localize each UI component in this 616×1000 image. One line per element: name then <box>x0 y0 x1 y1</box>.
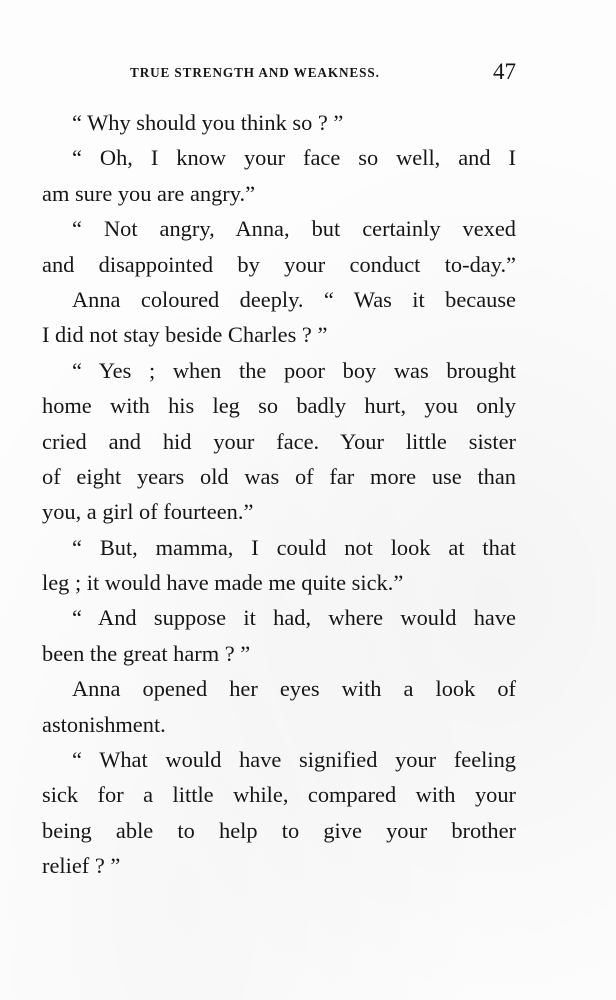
text-line: “ And suppose it had, where would have <box>72 605 516 631</box>
text-line: astonishment. <box>42 711 166 737</box>
text-line: and disappointed by your conduct to-day.” <box>42 251 516 277</box>
text-line: sick for a little while, compared with your <box>42 782 516 808</box>
text-line: “ Not angry, Anna, but certainly vexed <box>72 216 516 242</box>
text-line: “ Why should you think so ? ” <box>72 110 344 135</box>
text-line: being able to help to give your brother <box>42 817 516 843</box>
text-line: home with his leg so badly hurt, you only <box>42 393 516 419</box>
text-line: been the great harm ? ” <box>42 640 251 666</box>
page-number: 47 <box>493 59 516 84</box>
text-line: “ Oh, I know your face so well, and I <box>72 145 516 171</box>
running-title: TRUE STRENGTH AND WEAKNESS. <box>130 65 380 80</box>
body-text <box>42 105 516 884</box>
text-line: am sure you are angry.” <box>42 180 256 206</box>
text-line: I did not stay beside Charles ? ” <box>42 322 328 348</box>
text-line: cried and hid your face. Your little sister <box>42 428 516 454</box>
text-line: you, a girl of fourteen.” <box>42 499 254 525</box>
text-line: of eight years old was of far more use than <box>42 463 516 489</box>
text-line: Anna opened her eyes with a look of <box>72 676 516 702</box>
text-line: leg ; it would have made me quite sick.” <box>42 570 404 596</box>
text-line: “ Yes ; when the poor boy was brought <box>72 357 516 383</box>
text-line: relief ? ” <box>42 853 121 879</box>
text-line: “ What would have signified your feeling <box>72 747 516 773</box>
text-line: Anna coloured deeply. “ Was it because <box>72 286 516 312</box>
page-header <box>42 59 516 86</box>
text-line: “ But, mamma, I could not look at that <box>72 534 516 560</box>
